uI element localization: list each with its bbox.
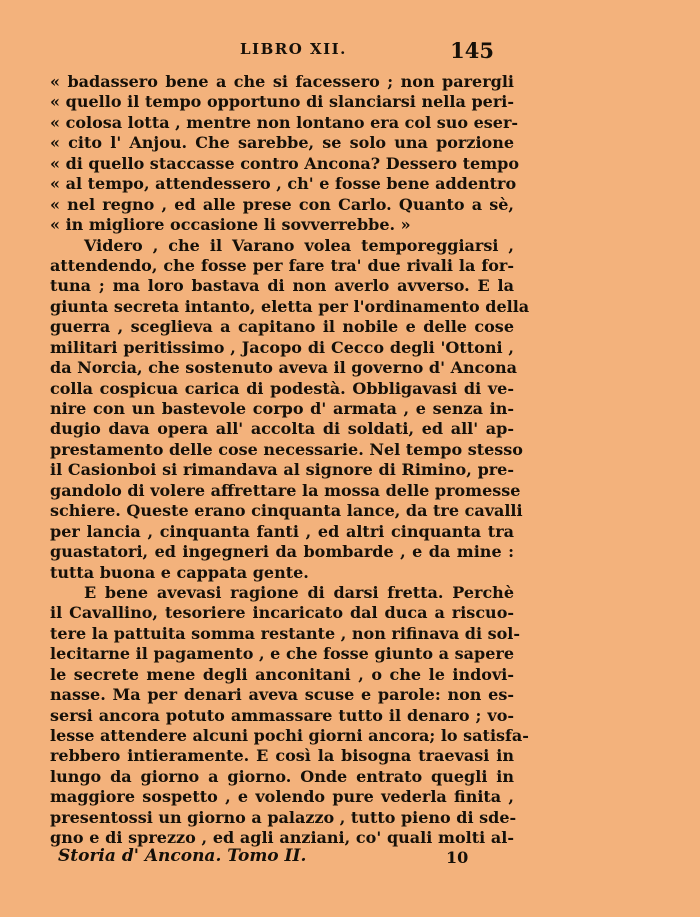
signature-mark: 10: [446, 848, 469, 867]
text-line: maggiore sospetto , e volendo pure vederla finita ,: [50, 787, 514, 807]
running-head: [0, 38, 700, 64]
text-line: da Norcia, che sostenuto aveva il governo d' Ancona: [50, 358, 518, 378]
text-line: dugio dava opera all' accolta di soldati, ed all' ap-: [50, 419, 514, 439]
text-line: nasse. Ma per denari aveva scuse e parole: non es-: [50, 685, 514, 705]
text-line: presentossi un giorno a palazzo , tutto pieno di sde-: [50, 807, 517, 827]
text-line: Videro , che il Varano volea temporeggiarsi ,: [84, 235, 514, 255]
text-line: lesse attendere alcuni pochi giorni ancora; lo satisfa-: [50, 726, 529, 745]
body-text: [50, 72, 530, 849]
text-line: « al tempo, attendessero , ch' e fosse bene addentro: [50, 174, 517, 194]
paragraph: [50, 582, 529, 849]
text-line: il Cavallino, tesoriere incaricato dal duca a riscuo-: [50, 603, 514, 623]
running-title: LIBRO XII.: [240, 40, 347, 58]
text-line: attendendo, che fosse per fare tra' due rivali la for-: [50, 255, 514, 275]
text-line: lungo da giorno a giorno. Onde entrato quegli in: [50, 766, 514, 786]
text-line: il Casionboi si rimandava al signore di Rimino, pre-: [50, 460, 514, 480]
text-line: « quello il tempo opportuno di slanciarsi nella peri-: [50, 92, 514, 112]
text-line: nire con un bastevole corpo d' armata , e senza in-: [50, 399, 514, 418]
text-line: lecitarne il pagamento , e che fosse giunto a sapere: [50, 644, 514, 664]
text-line: gandolo di volere affrettare la mossa delle promesse: [50, 480, 521, 500]
text-line: giunta secreta intanto, eletta per l'ordinamento della: [50, 296, 530, 316]
footer-book-title: Storia d' Ancona. Tomo II.: [58, 846, 307, 866]
text-line: gno e di sprezzo , ed agli anziani, co' quali molti al-: [50, 828, 514, 848]
text-line: tutta buona e cappata gente.: [50, 562, 309, 582]
text-line: E bene avevasi ragione di darsi fretta. Perchè: [84, 582, 514, 602]
text-line: tere la pattuita somma restante , non rifinava di sol-: [50, 623, 521, 643]
text-line: guastatori, ed ingegneri da bombarde , e da mine :: [50, 542, 514, 562]
text-line: « nel regno , ed alle prese con Carlo. Quanto a sè,: [50, 194, 514, 214]
text-line: militari peritissimo , Jacopo di Cecco degli 'Ottoni ,: [50, 337, 514, 357]
text-line: per lancia , cinquanta fanti , ed altri cinquanta tra: [50, 521, 514, 541]
text-line: colla cospicua carica di podestà. Obbligavasi di ve-: [50, 378, 514, 398]
text-line: le secrete mene degli anconitani , o che le indovi-: [50, 664, 514, 684]
paragraph: [50, 72, 519, 236]
text-line: « colosa lotta , mentre non lontano era col suo eser-: [50, 112, 519, 132]
text-line: « badassero bene a che si facessero ; non parergli: [50, 72, 514, 91]
paragraph: [50, 235, 530, 583]
text-line: « in migliore occasione li sovverrebbe. »: [50, 215, 411, 235]
text-line: « di quello staccasse contro Ancona? Dessero tempo: [50, 153, 519, 173]
text-line: tuna ; ma loro bastava di non averlo avverso. E la: [50, 276, 514, 296]
page-number: 145: [450, 38, 494, 63]
page-footer: [58, 846, 478, 870]
text-line: sersi ancora potuto ammassare tutto il denaro ; vo-: [50, 705, 514, 725]
text-line: guerra , sceglieva a capitano il nobile e delle cose: [50, 317, 514, 337]
text-line: prestamento delle cose necessarie. Nel tempo stesso: [50, 439, 523, 459]
text-line: schiere. Queste erano cinquanta lance, da tre cavalli: [50, 501, 523, 521]
text-line: rebbero intieramente. E così la bisogna traevasi in: [50, 746, 514, 766]
text-line: « cito l' Anjou. Che sarebbe, se solo una porzione: [50, 133, 514, 153]
